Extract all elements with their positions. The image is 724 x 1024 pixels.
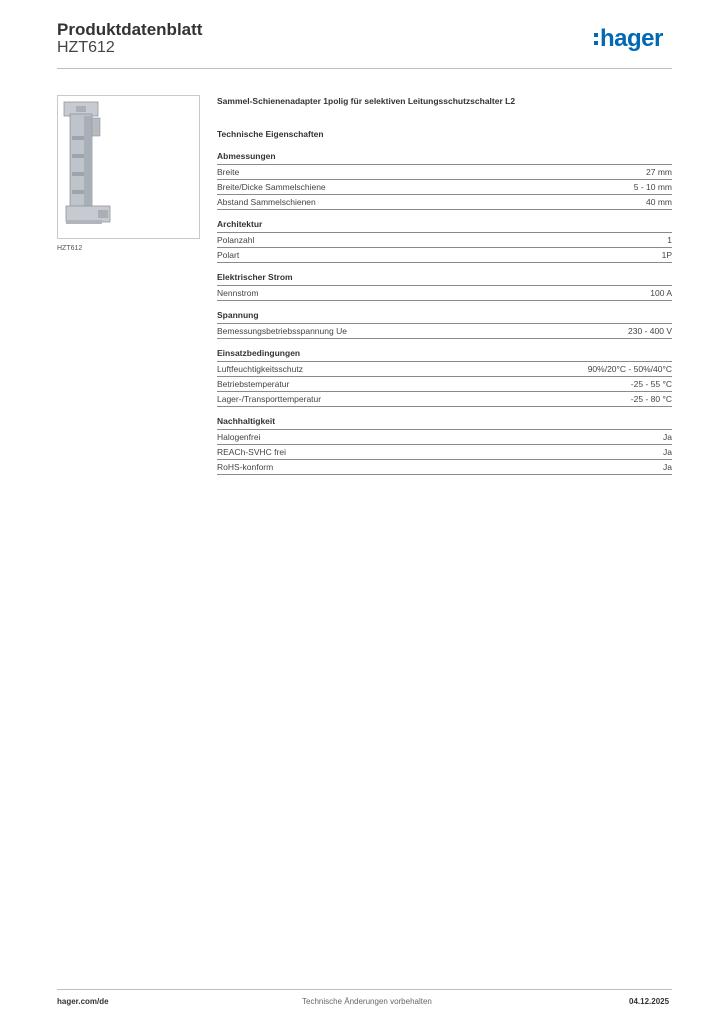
spec-value: -25 - 55 °C xyxy=(630,379,672,389)
spec-row xyxy=(217,165,672,180)
product-code: HZT612 xyxy=(57,39,115,56)
spec-section xyxy=(217,348,672,407)
spec-row xyxy=(217,377,672,392)
spec-section xyxy=(217,272,672,301)
footer-date: 04.12.2025 xyxy=(629,997,670,1006)
footer-disclaimer: Technische Änderungen vorbehalten xyxy=(302,997,432,1006)
spec-value: 27 mm xyxy=(646,167,672,177)
spec-label: Polanzahl xyxy=(217,235,255,245)
page-title: Produktdatenblatt xyxy=(57,20,203,39)
spec-row xyxy=(217,233,672,248)
spec-label: Luftfeuchtigkeitsschutz xyxy=(217,364,303,374)
section-title: Elektrischer Strom xyxy=(217,272,672,286)
image-caption: HZT612 xyxy=(57,245,83,252)
hager-logo xyxy=(594,27,663,51)
spec-row xyxy=(217,460,672,475)
spec-row xyxy=(217,362,672,377)
product-image xyxy=(57,95,200,239)
spec-row xyxy=(217,445,672,460)
spec-row xyxy=(217,430,672,445)
specs-content xyxy=(217,96,672,484)
spec-label: RoHS-konform xyxy=(217,462,274,472)
footer-divider xyxy=(57,989,672,990)
spec-value: Ja xyxy=(663,432,672,442)
spec-label: Betriebstemperatur xyxy=(217,379,290,389)
spec-value: 40 mm xyxy=(646,197,672,207)
spec-label: Breite/Dicke Sammelschiene xyxy=(217,182,326,192)
section-title: Spannung xyxy=(217,310,672,324)
spec-row xyxy=(217,248,672,263)
spec-label: Halogenfrei xyxy=(217,432,261,442)
spec-section xyxy=(217,219,672,263)
logo-dots-icon xyxy=(594,33,598,45)
spec-value: -25 - 80 °C xyxy=(630,394,672,404)
spec-section xyxy=(217,416,672,475)
spec-row xyxy=(217,392,672,407)
spec-row xyxy=(217,324,672,339)
spec-label: REACh-SVHC frei xyxy=(217,447,286,457)
footer-website: hager.com/de xyxy=(57,997,109,1006)
spec-value: 5 - 10 mm xyxy=(633,182,672,192)
spec-value: 1 xyxy=(667,235,672,245)
logo-wordmark: hager xyxy=(600,25,663,52)
section-title: Einsatzbedingungen xyxy=(217,348,672,362)
header-divider xyxy=(57,68,672,69)
spec-label: Nennstrom xyxy=(217,288,259,298)
spec-value: 230 - 400 V xyxy=(628,326,672,336)
section-title: Nachhaltigkeit xyxy=(217,416,672,430)
spec-section xyxy=(217,310,672,339)
product-description: Sammel-Schienenadapter 1polig für selektiven Leitungsschutzschalter L2 xyxy=(217,96,516,106)
spec-label: Abstand Sammelschienen xyxy=(217,197,316,207)
spec-label: Bemessungsbetriebsspannung Ue xyxy=(217,326,347,336)
section-title: Abmessungen xyxy=(217,151,672,165)
specs-sections xyxy=(217,151,672,475)
spec-value: 90%/20°C - 50%/40°C xyxy=(587,364,672,374)
spec-row xyxy=(217,195,672,210)
busbar-adapter-icon xyxy=(58,96,201,240)
spec-value: Ja xyxy=(663,462,672,472)
spec-value: 1P xyxy=(661,250,672,260)
spec-value: Ja xyxy=(663,447,672,457)
technical-heading: Technische Eigenschaften xyxy=(217,129,324,139)
spec-row xyxy=(217,286,672,301)
spec-section xyxy=(217,151,672,210)
section-title: Architektur xyxy=(217,219,672,233)
spec-value: 100 A xyxy=(650,288,672,298)
spec-row xyxy=(217,180,672,195)
spec-label: Polart xyxy=(217,250,240,260)
spec-label: Breite xyxy=(217,167,240,177)
spec-label: Lager-/Transporttemperatur xyxy=(217,394,322,404)
